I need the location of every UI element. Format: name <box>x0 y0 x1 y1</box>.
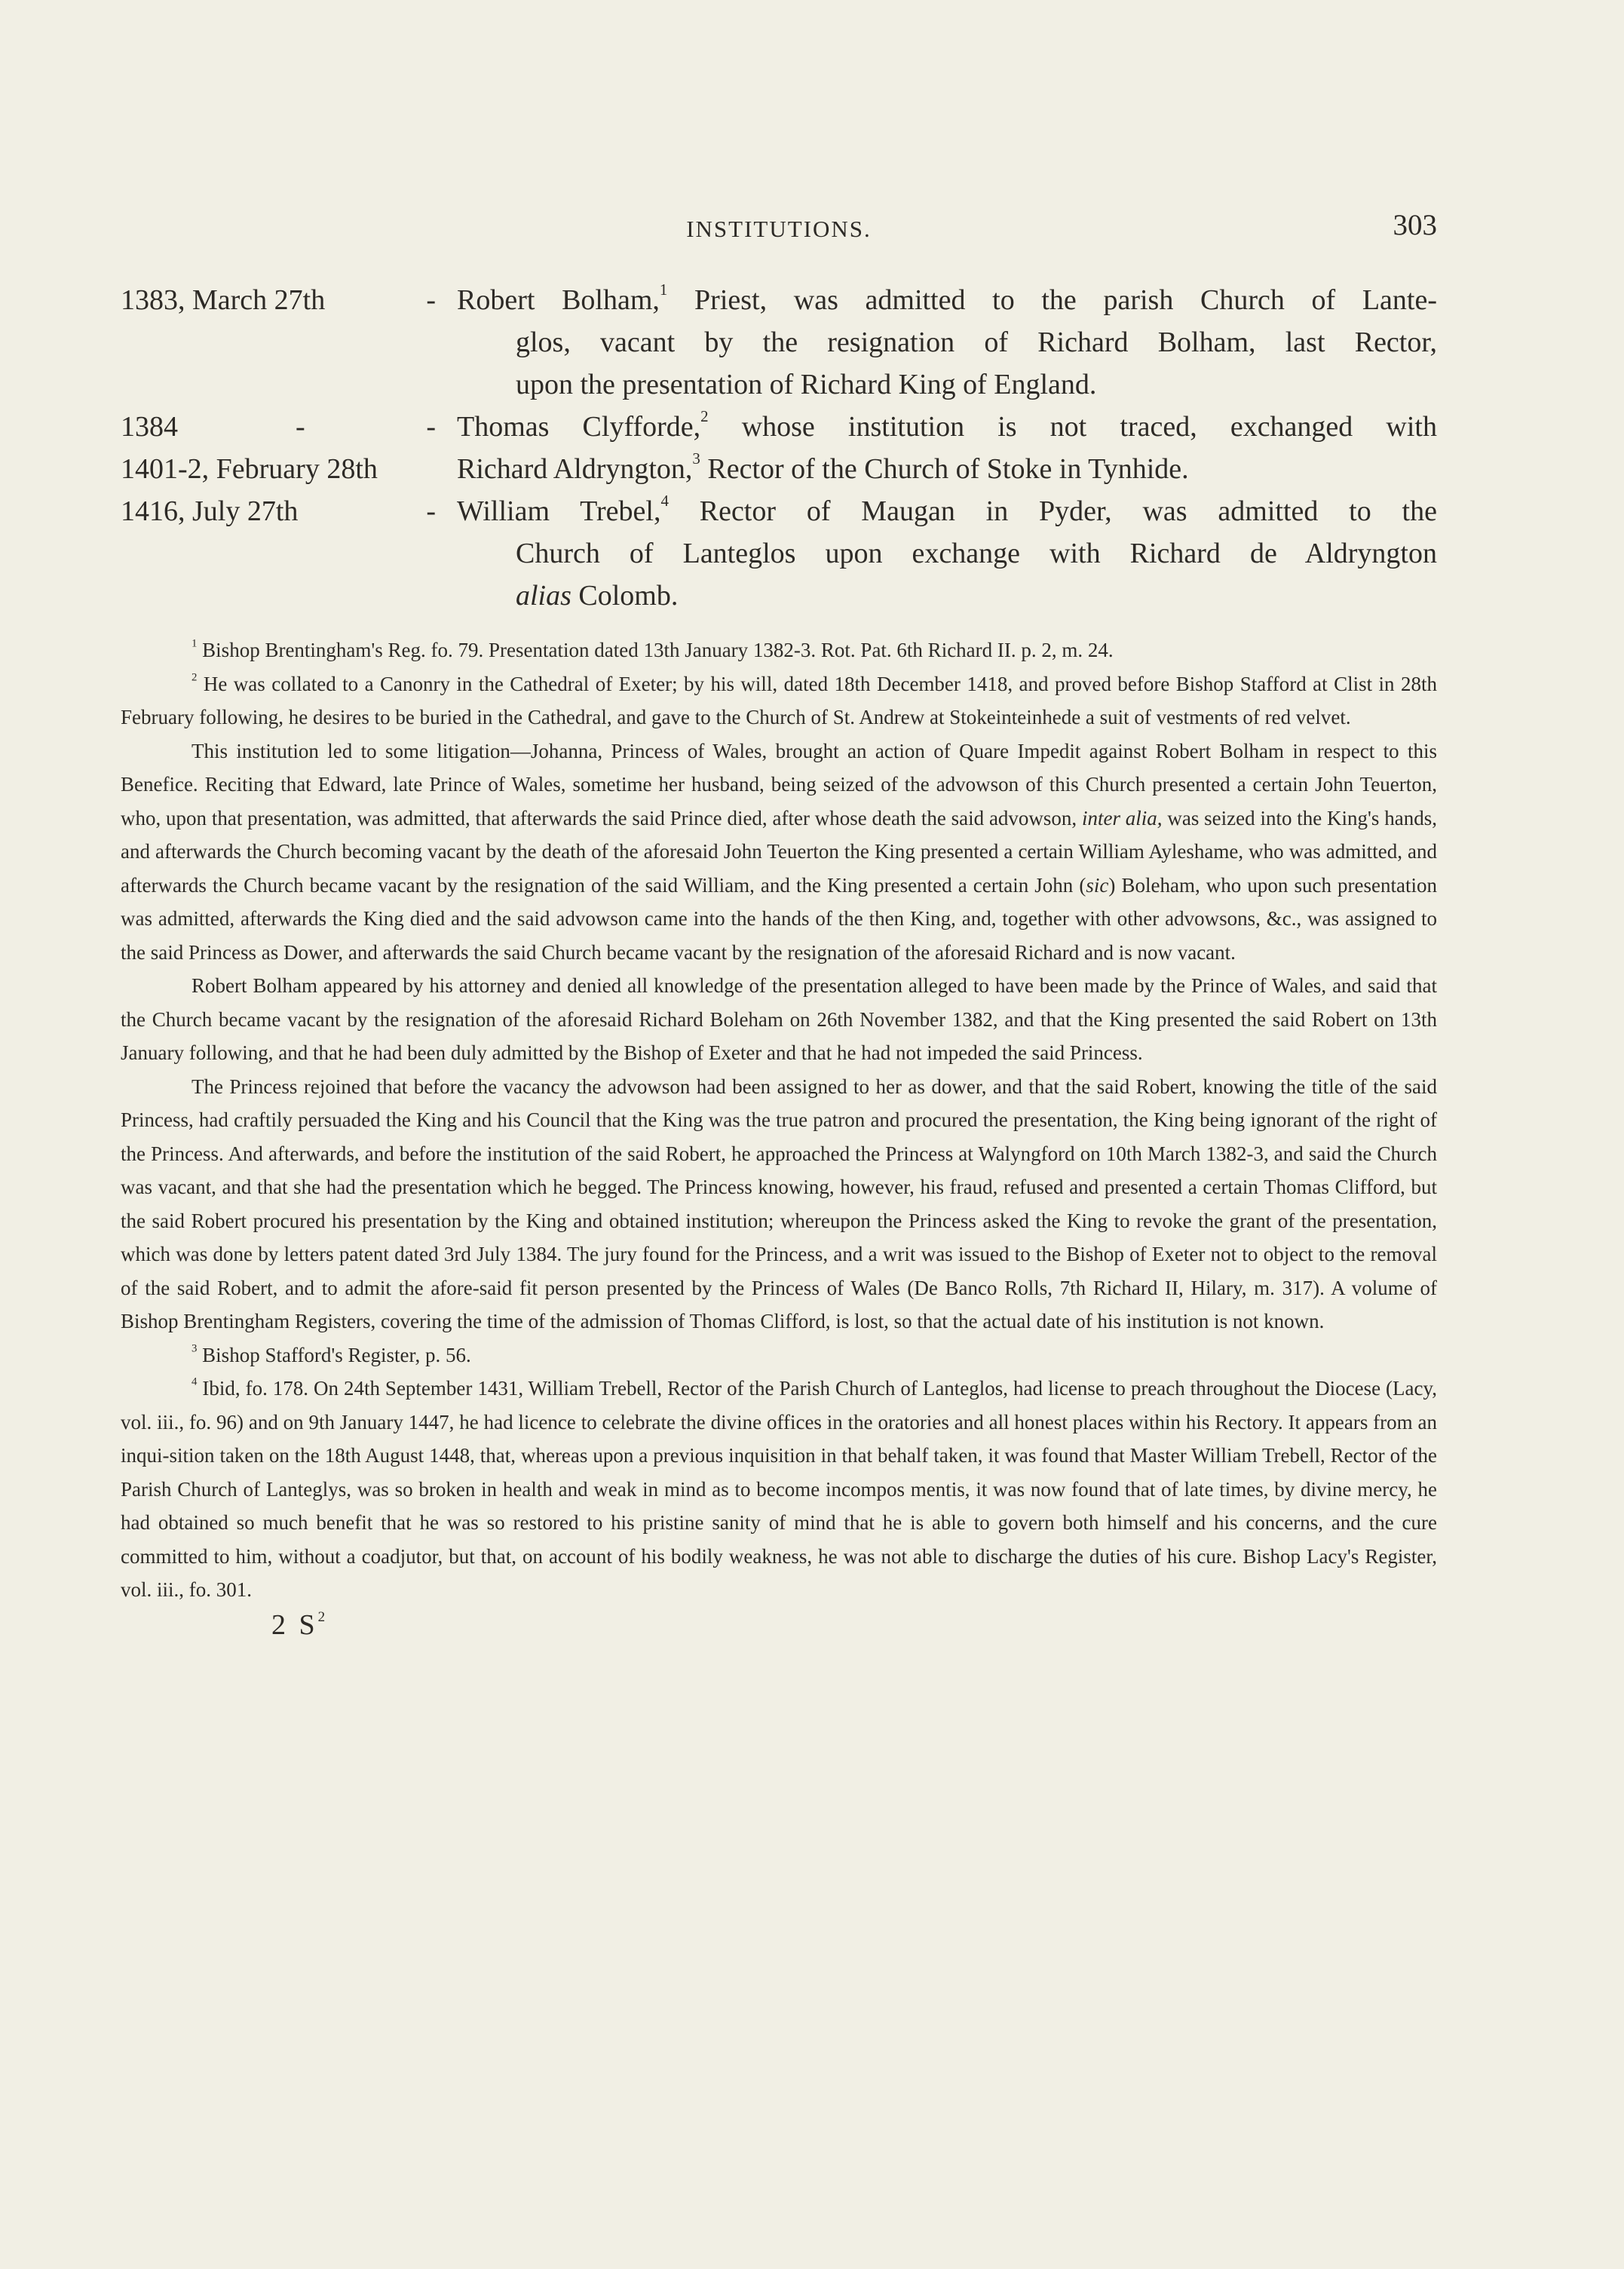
entry-date: 1383, March 27th - <box>121 284 436 316</box>
footnote-2: $^2$ He was collated to a Canonry in the Cathedral of Exeter; by his will, dated 18th December 1418, and proved before Bishop Stafford at Clist in 28th February following, he desires to be buried in the Cathedral, and gave to the Church of St. Andrew at Stokeinteinhede a suit of vestments of red velvet. <box>121 671 1438 728</box>
footnote-4: $^4$ Ibid, fo. 178. On 24th September 1431, William Trebell, Rector of the Parish Church of Lanteglos, had license to preach throughout the Diocese (Lacy, vol. iii., fo. 96) and on 9th January 1447, he had licence to celebrate the divine offices in the oratories and all honest places within his Rectory. It appears from an inqui-sition taken on the 18th August 1448, that, whereas upon a previous inquisition in that behalf taken, it was found that Master William Trebell, Rector of the Parish Church of Lanteglys, was so broken in health and weak in mind as to become incompos mentis, it was now found that of late times, by divine mercy, he had obtained so much benefit that he was so restored to his pristine sanity of mind that he is able to govern both himself and his concerns, and the cure committed to him, without a coadjutor, but that, on account of his bodily weakness, he was not able to discharge the duties of his cure. Bishop Lacy's Register, vol. iii., fo. 301. <box>121 1375 1438 1601</box>
entry-1384 <box>121 406 1437 448</box>
entry-date: 1384 - - <box>121 411 436 443</box>
entry-date: 1416, July 27th - <box>121 495 436 527</box>
page-number: 303 <box>1393 209 1437 241</box>
printer-signature: 2 $S^2$ <box>271 1608 329 1641</box>
entry-text: Richard Aldryngton,$^3$ Rector of the Church of Stoke in Tynhide. <box>457 449 1189 485</box>
footnote-2-princess: The Princess rejoined that before the vacancy the advowson had been assigned to her as dower, and that the said Robert, knowing the title of the said Princess, had craftily persuaded the King and his Council that the King was the true patron and procured the presentation, the King being ignorant of the right of the Princess. And afterwards, and before the institution of the said Robert, he approached the Princess at Walyngford on 10th March 1382-3, and said the Church was vacant, and that she had the presentation which he begged. The Princess knowing, however, his fraud, refused and presented a certain Thomas Clifford, but the said Robert procured his presentation by the King and obtained institution; whereupon the Princess asked the King to revoke the grant of the presentation, which was done by letters patent dated 3rd July 1384. The jury found for the Princess, and a writ was issued to the Bishop of Exeter not to object to the removal of the said Robert, and to admit the afore-said fit person presented by the Princess of Wales (De Banco Rolls, 7th Richard II, Hilary, m. 317). A volume of Bishop Brentingham Registers, covering the time of the admission of Thomas Clifford, is lost, so that the actual date of his institution is not known. <box>121 1075 1437 1332</box>
institution-entries <box>121 279 1437 617</box>
entry-text: Thomas Clyfforde,$^2$ whose institution is not traced, exchanged with <box>457 407 1437 443</box>
entry-1416 <box>121 490 1437 617</box>
running-head <box>121 204 1437 249</box>
footnote-ref-4: 4 <box>660 492 669 511</box>
entry-text: William Trebel,$^4$ Rector of Maugan in Pyder, was admitted to the Church of Lanteglos upon exchange with Richard de Aldryngton alias Colomb. <box>457 492 1437 612</box>
footnote-ref-1: 1 <box>659 281 668 299</box>
footnote-1: $^1$ Bishop Brentingham's Reg. fo. 79. Presentation dated 13th January 1382-3. Rot. Pat. 6th Richard II. p. 2, m. 24. <box>192 637 1114 661</box>
footnote-3: $^3$ Bishop Stafford's Register, p. 56. <box>192 1342 471 1366</box>
page <box>121 204 1437 1642</box>
footnotes <box>121 633 1437 1607</box>
footnote-2-bolham: Robert Bolham appeared by his attorney and denied all knowledge of the presentation alleged to have been made by the Prince of Wales, and said that the Church became vacant by the resignation of the aforesaid Richard Boleham on 26th November 1382, and that the King presented the said Robert on 13th January following, and that he had been duly admitted by the Bishop of Exeter and that he had not impeded the said Princess. <box>121 974 1437 1064</box>
entry-1401 <box>121 448 1437 490</box>
entry-1383 <box>121 279 1437 406</box>
footnote-ref-3: 3 <box>692 449 700 468</box>
footnote-2-litigation: This institution led to some litigation—Johanna, Princess of Wales, brought an action of Quare Impedit against Robert Bolham in respect to this Benefice. Reciting that Edward, late Prince of Wales, sometime her husband, being seized of the advowson of this Church presented a certain John Teuerton, who, upon that presentation, was admitted, that afterwards the said Prince died, after whose death the said advowson, inter alia, was seized into the King's hands, and afterwards the Church becoming vacant by the death of the aforesaid John Teuerton the King presented a certain William Ayleshame, who was admitted, and afterwards the Church became vacant by the resignation of the said William, and the King presented a certain John (sic) Boleham, who upon such presentation was admitted, afterwards the King died and the said advowson came into the hands of the then King, and, together with other advowsons, &c., was assigned to the said Princess as Dower, and afterwards the said Church became vacant by the resignation of the aforesaid Richard and is now vacant. <box>121 739 1437 964</box>
entry-date: 1401-2, February 28th <box>121 453 378 485</box>
entry-text: Robert Bolham,$^1$ Priest, was admitted to the parish Church of Lante- glos, vacant by the resignation of Richard Bolham, last Rector, upon the presentation of Richard King of England. <box>457 281 1437 400</box>
running-title: INSTITUTIONS. <box>686 216 872 242</box>
footnote-ref-2: 2 <box>700 407 709 426</box>
